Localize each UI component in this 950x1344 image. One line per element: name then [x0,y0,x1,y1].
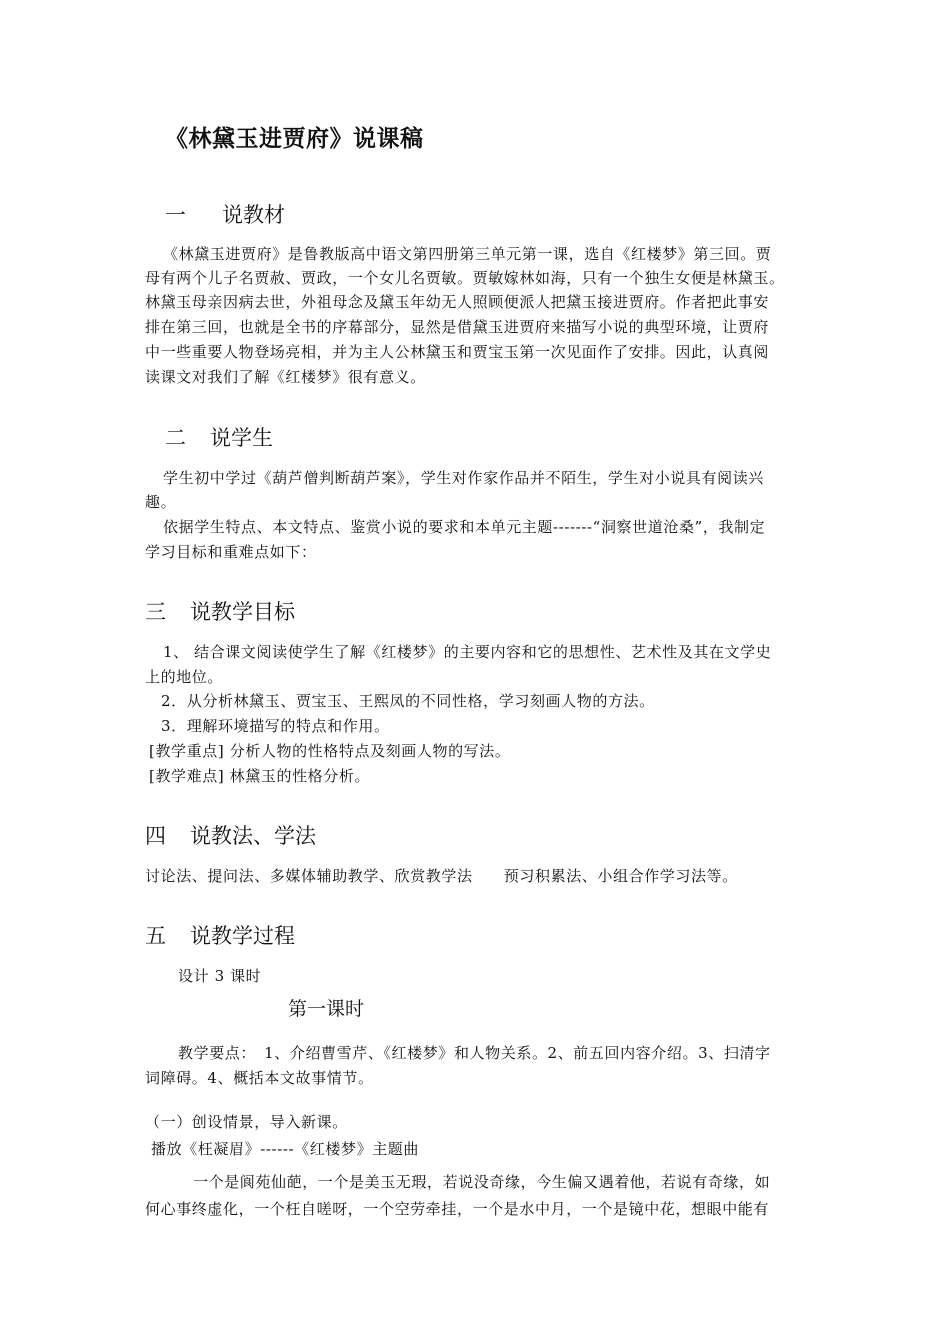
section-2-number: 二 [165,426,186,450]
s2-line-1: 学生初中学过《葫芦僧判断葫芦案》，学生对作家作品并不陌生，学生对小说具有阅读兴 [163,469,764,487]
design-note: 设计 3 课时 [178,967,262,985]
section-1-heading [165,199,285,229]
section-4-number: 四 [145,824,166,848]
teaching-points-line-2: 词障碍。4、概括本文故事情节。 [145,1069,374,1087]
s1-line-6: 读课文对我们了解《红楼梦》很有意义。 [145,368,426,386]
key-point-line: [教学重点] 分析人物的性格特点及刻画人物的写法。 [149,742,511,760]
s1-line-4: 排在第三回，也就是全书的序幕部分，显然是借黛玉进贾府来描写小说的典型环境，让贾府 [145,318,770,336]
section-1-number: 一 [165,203,186,227]
document-title: 《林黛玉进贾府》说课稿 [165,125,424,152]
section-3-heading [145,596,295,626]
s1-line-1: 《林黛玉进贾府》是鲁教版高中语文第四册第三单元第一课，选自《红楼梦》第三回。贾 [163,245,772,263]
section-4-title: 说教法、学法 [190,824,316,848]
difficult-point-line: [教学难点] 林黛玉的性格分析。 [149,767,371,785]
s4-line: 讨论法、提问法、多媒体辅助教学、欣赏教学法 预习积累法、小组合作学习法等。 [145,867,738,885]
song-line: 播放《枉凝眉》------《红楼梦》主题曲 [151,1140,420,1158]
lyrics-line-1: 一个是阆苑仙葩，一个是美玉无瑕，若说没奇缘，今生偏又遇着他，若说有奇缘，如 [193,1173,771,1191]
s2-line-4: 学习目标和重难点如下： [145,543,317,561]
lesson-1-title: 第一课时 [288,998,365,1020]
teaching-points-line-1: 教学要点： 1、介绍曹雪芹、《红楼梦》和人物关系。2、前五回内容介绍。3、扫清字 [178,1044,771,1062]
section-3-title: 说教学目标 [190,600,295,624]
section-5-heading [145,920,295,950]
lyrics-line-2: 何心事终虚化，一个枉自嗟呀，一个空劳牵挂，一个是水中月，一个是镜中花，想眼中能有 [145,1200,770,1218]
section-2-heading [165,422,273,452]
s2-line-2: 趣。 [145,493,177,511]
step-1-heading: （一）创设情景，导入新课。 [145,1113,348,1131]
s2-line-3: 依据学生特点、本文特点、鉴赏小说的要求和本单元主题-------“洞察世道沧桑”，我制定 [163,518,766,536]
s3-line-1: 1、 结合课文阅读使学生了解《红楼梦》的主要内容和它的思想性、艺术性及其在文学史 [163,643,772,661]
section-3-number: 三 [145,600,166,624]
s3-line-4: 3．理解环境描写的特点和作用。 [161,717,390,735]
s1-line-3: 林黛玉母亲因病去世，外祖母念及黛玉年幼无人照顾便派人把黛玉接进贾府。作者把此事安 [145,293,770,311]
section-4-heading [145,820,316,850]
s3-line-2: 上的地位。 [145,668,224,686]
section-5-title: 说教学过程 [190,924,295,948]
s1-line-5: 中一些重要人物登场亮相，并为主人公林黛玉和贾宝玉第一次见面作了安排。因此，认真阅 [145,343,770,361]
s1-line-2: 母有两个儿子名贾赦、贾政，一个女儿名贾敏。贾敏嫁林如海，只有一个独生女便是林黛玉。 [145,269,785,287]
section-5-number: 五 [145,924,166,948]
section-2-title: 说学生 [210,426,273,450]
s3-line-3: 2．从分析林黛玉、贾宝玉、王熙凤的不同性格，学习刻画人物的方法。 [161,692,655,710]
section-1-title: 说教材 [222,203,285,227]
